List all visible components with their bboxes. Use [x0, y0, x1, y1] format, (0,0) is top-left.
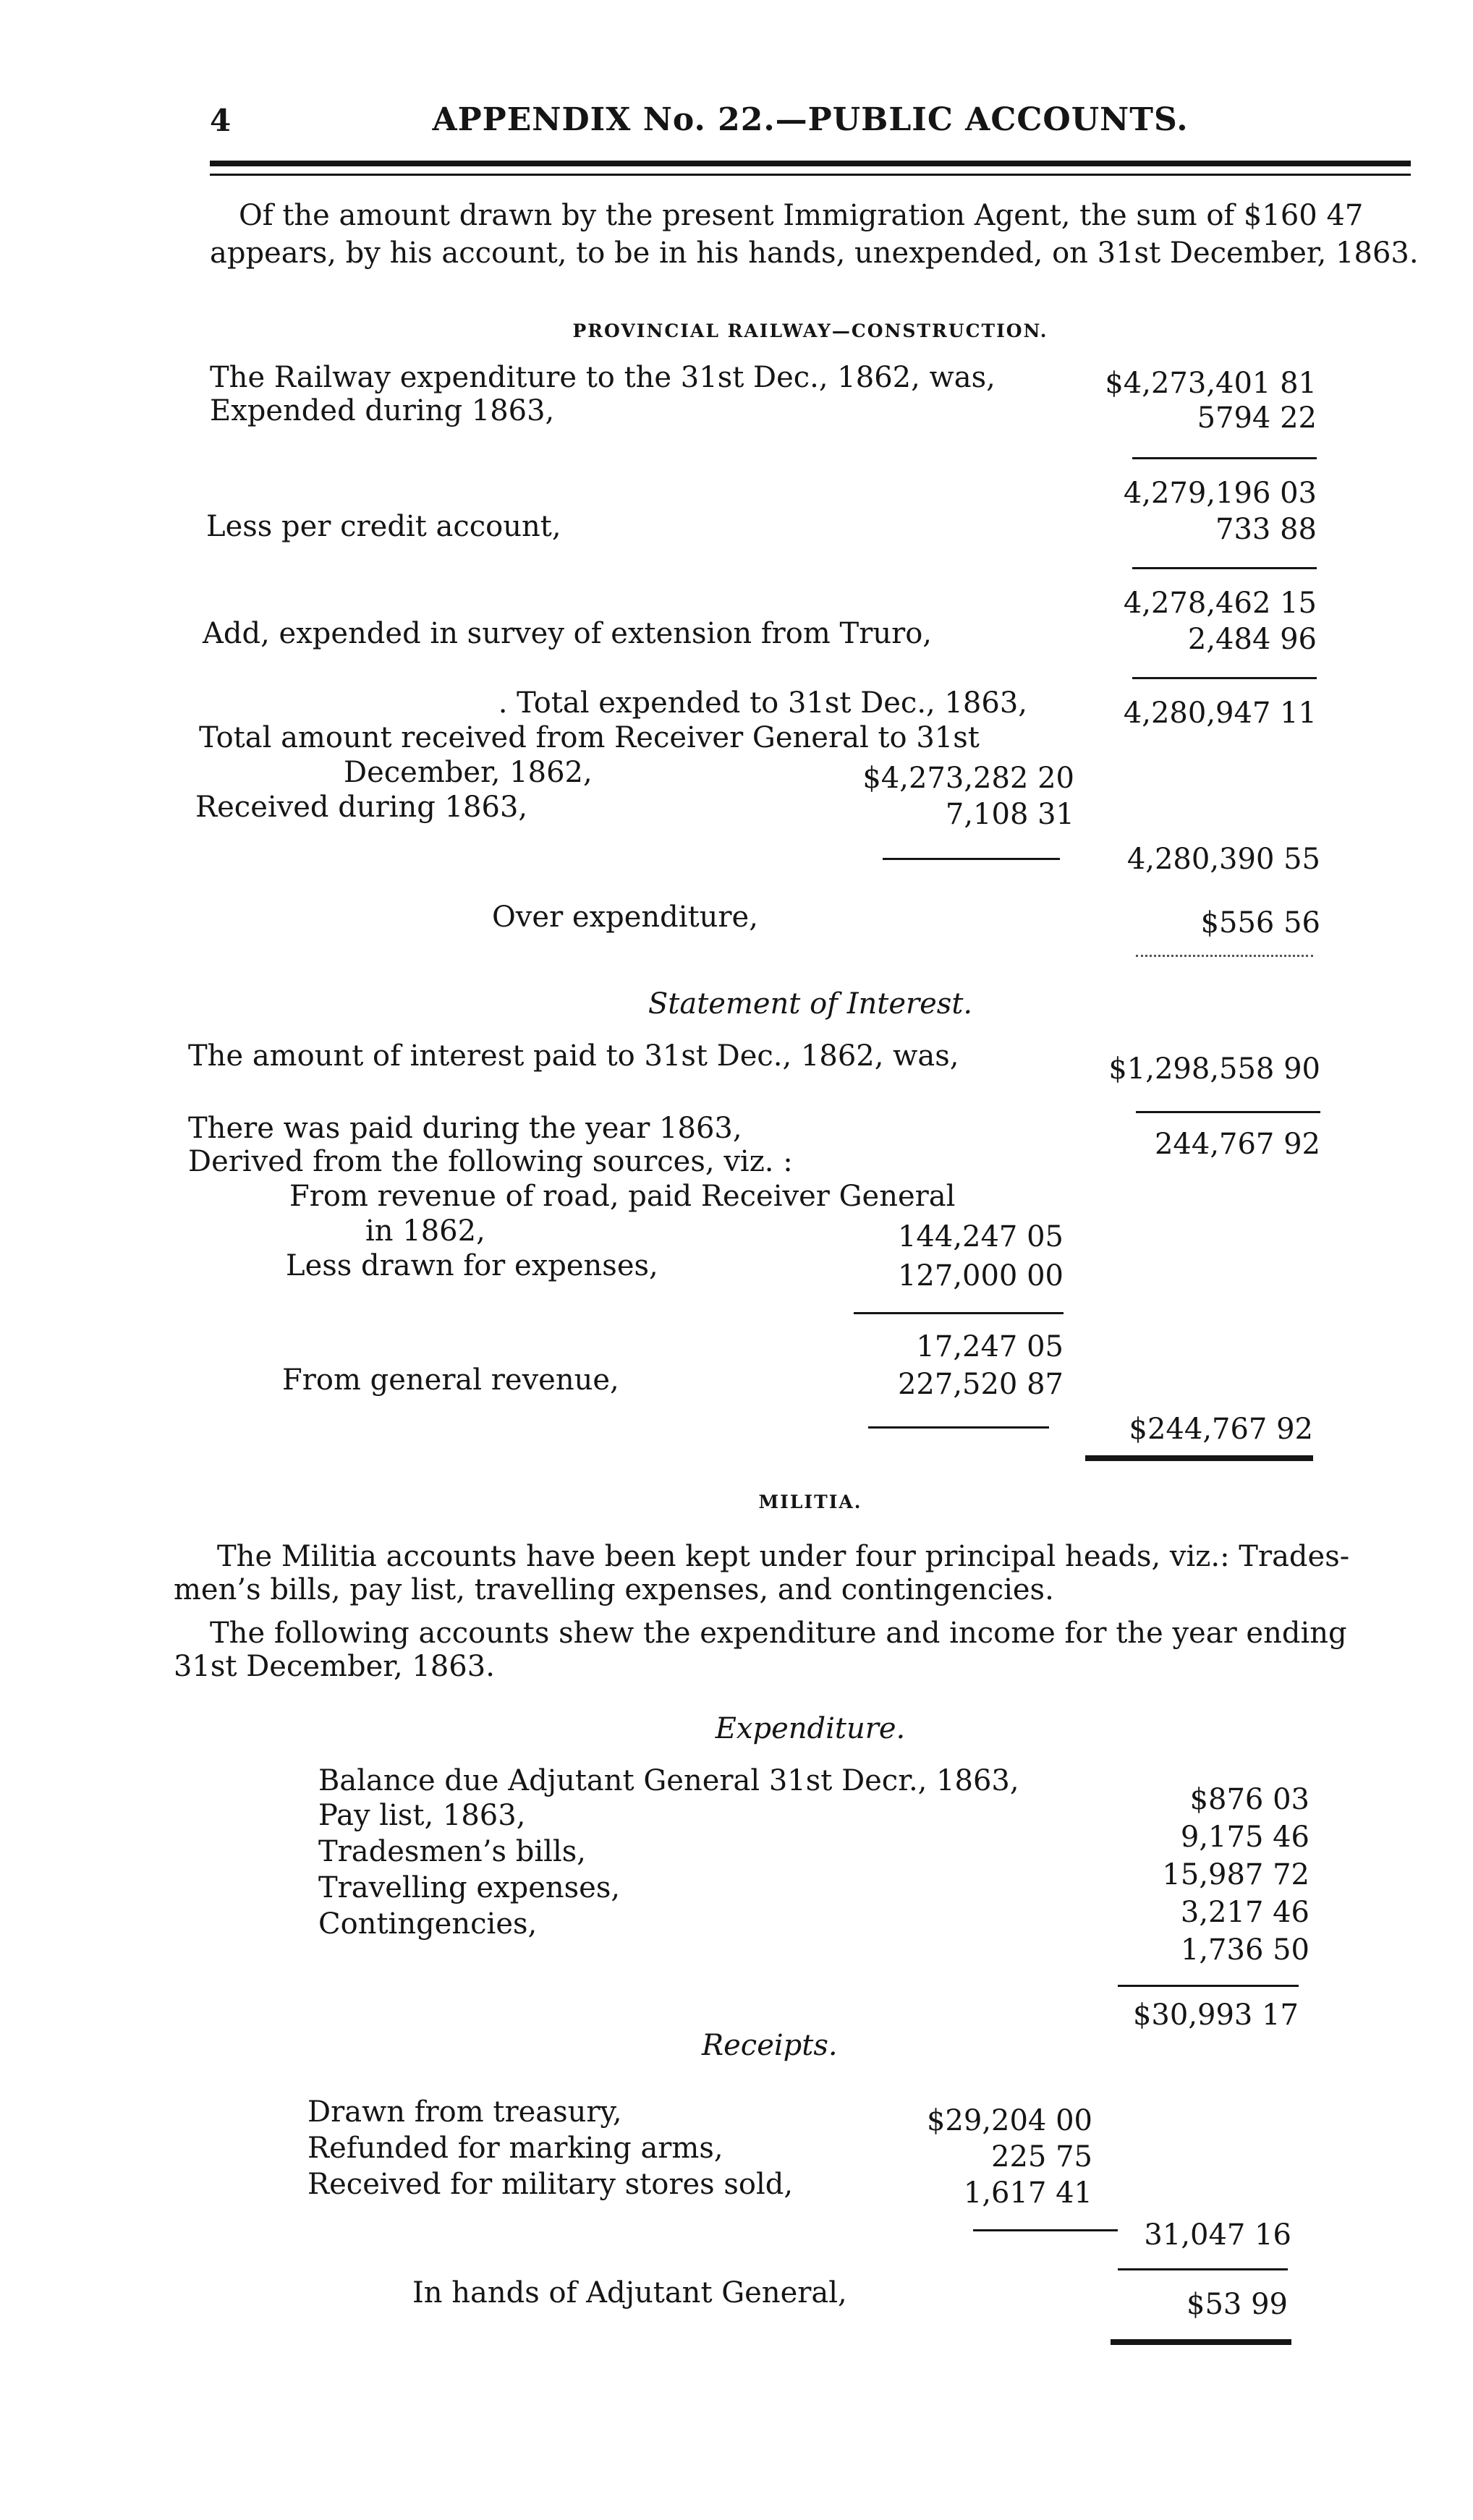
receipts-label: Drawn from treasury,: [307, 2095, 622, 2129]
expenditure-amount: $876 03: [1189, 1783, 1309, 1816]
revenue-label: From revenue of road, paid Receiver General: [289, 1180, 956, 1213]
over-expenditure-amount: $556 56: [1200, 906, 1320, 940]
railway-amount: 4,278,462 15: [1123, 587, 1317, 620]
year-amount: 244,767 92: [1154, 1128, 1320, 1161]
received-label: Received during 1863,: [195, 791, 528, 824]
sum-rule: [1132, 677, 1317, 679]
receipts-amount: 225 75: [991, 2140, 1092, 2174]
received-amount: 7,108 31: [945, 798, 1074, 831]
total-expended-amount: 4,280,947 11: [1123, 697, 1317, 730]
expenditure-heading: Expenditure.: [715, 1712, 906, 1745]
general-amount: 227,520 87: [897, 1368, 1064, 1401]
net-amount: 17,247 05: [916, 1330, 1064, 1363]
received-total: 4,280,390 55: [1126, 843, 1320, 876]
less-label: Less drawn for expenses,: [286, 1249, 658, 1282]
total-expended-label: . Total expended to 31st Dec., 1863,: [498, 686, 1027, 720]
hands-label: In hands of Adjutant General,: [412, 2276, 847, 2310]
expenditure-amount: 9,175 46: [1180, 1821, 1309, 1854]
header-rule: [210, 161, 1411, 166]
over-expenditure-label: Over expenditure,: [492, 901, 758, 934]
railway-label: Add, expended in survey of extension from Truro,: [203, 617, 933, 650]
railway-amount: 2,484 96: [1187, 623, 1317, 656]
receipts-amount: 1,617 41: [963, 2176, 1092, 2210]
received-amount: $4,273,282 20: [862, 762, 1074, 795]
revenue-label: in 1862,: [365, 1214, 485, 1248]
sum-rule: [1118, 2268, 1288, 2270]
general-label: From general revenue,: [282, 1363, 619, 1397]
sum-rule: [1136, 1111, 1320, 1113]
sum-rule: [1132, 567, 1317, 569]
receipts-heading: Receipts.: [702, 2029, 838, 2062]
interest-heading: Statement of Interest.: [648, 987, 973, 1021]
receipts-total: 31,047 16: [1144, 2218, 1291, 2252]
revenue-amount: 144,247 05: [897, 1220, 1064, 1253]
total-double-rule: [1111, 2339, 1291, 2345]
sum-rule: [854, 1312, 1064, 1314]
militia-para: The Militia accounts have been kept under four principal heads, viz.: Trades-: [217, 1540, 1350, 1573]
sum-rule: [1118, 1985, 1299, 1987]
railway-heading: PROVINCIAL RAILWAY—CONSTRUCTION.: [572, 320, 1048, 341]
expenditure-label: Travelling expenses,: [318, 1871, 621, 1904]
railway-label: Expended during 1863,: [210, 394, 555, 427]
expenditure-amount: 1,736 50: [1180, 1933, 1309, 1967]
expenditure-amount: 3,217 46: [1180, 1896, 1309, 1929]
railway-label: Less per credit account,: [206, 510, 561, 543]
total-double-rule: [1085, 1455, 1313, 1461]
received-label: Total amount received from Receiver General to 31st: [199, 721, 980, 754]
expenditure-label: Contingencies,: [318, 1907, 538, 1941]
interest-paid-amount: $1,298,558 90: [1108, 1052, 1320, 1086]
railway-amount: 4,279,196 03: [1123, 477, 1317, 510]
railway-amount: 733 88: [1215, 513, 1317, 546]
receipts-amount: $29,204 00: [926, 2104, 1092, 2137]
interest-total: $244,767 92: [1129, 1413, 1313, 1446]
intro-line-2: appears, by his account, to be in his hands, unexpended, on 31st December, 1863.: [210, 237, 1419, 270]
intro-line-1: Of the amount drawn by the present Immigration Agent, the sum of $160 47: [239, 199, 1364, 232]
militia-heading: MILITIA.: [758, 1491, 862, 1512]
railway-label: The Railway expenditure to the 31st Dec., 1862, was,: [210, 361, 996, 394]
year-label: There was paid during the year 1863,: [188, 1112, 742, 1145]
receipts-label: Received for military stores sold,: [307, 2168, 794, 2201]
railway-amount: 5794 22: [1197, 401, 1317, 435]
expenditure-label: Pay list, 1863,: [318, 1799, 526, 1832]
less-amount: 127,000 00: [897, 1259, 1064, 1293]
derived-label: Derived from the following sources, viz. :: [188, 1145, 793, 1178]
expenditure-amount: 15,987 72: [1162, 1858, 1309, 1891]
railway-amount: $4,273,401 81: [1105, 367, 1317, 400]
hands-amount: $53 99: [1187, 2288, 1288, 2321]
received-label: December, 1862,: [344, 756, 593, 789]
expenditure-total: $30,993 17: [1132, 1998, 1299, 2032]
militia-para: men’s bills, pay list, travelling expenses, and contingencies.: [174, 1573, 1054, 1606]
header-rule-thin: [210, 174, 1411, 176]
dotted-rule: [1136, 955, 1313, 957]
sum-rule: [1132, 457, 1317, 459]
expenditure-label: Balance due Adjutant General 31st Decr., 1863,: [318, 1764, 1019, 1797]
militia-para: 31st December, 1863.: [174, 1650, 495, 1683]
page-title: APPENDIX No. 22.—PUBLIC ACCOUNTS.: [432, 101, 1189, 138]
militia-para: The following accounts shew the expenditure and income for the year ending: [210, 1617, 1347, 1650]
page-number: 4: [210, 103, 232, 138]
interest-paid-label: The amount of interest paid to 31st Dec., 1862, was,: [188, 1039, 959, 1073]
expenditure-label: Tradesmen’s bills,: [318, 1835, 586, 1868]
receipts-label: Refunded for marking arms,: [307, 2132, 723, 2165]
